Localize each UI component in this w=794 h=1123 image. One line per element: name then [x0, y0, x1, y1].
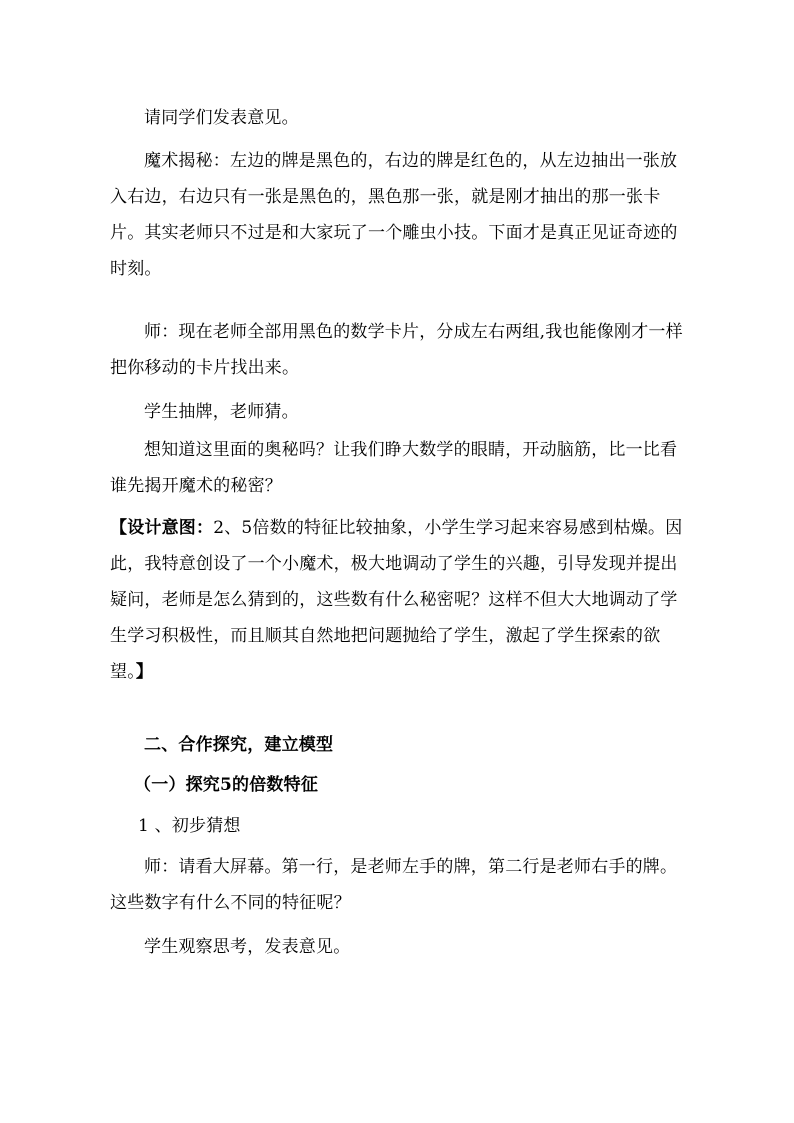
- paragraph-student-draws: 学生抽牌，老师猜。: [144, 402, 299, 422]
- paragraph-magic-reveal: 魔术揭秘：左边的牌是黑色的，右边的牌是红色的，从左边抽出一张放入右边，右边只有一张是黑色的，黑色那一张，就是刚才抽出的那一张卡片。其实老师只不过是和大家玩了一个雕虫小技。下面才是真正见证奇迹的时刻。: [110, 151, 678, 279]
- design-intent-body: 2、5倍数的特征比较抽象，小学生学习起来容易感到枯燥。因此，我特意创设了一个小魔术，极大地调动了学生的兴趣，引导发现并提出疑问，老师是怎么猜到的，这些数有什么秘密呢？这样不但大大地调动了学生学习积极性，而且顺其自然地把问题抛给了学生，激起了学生探索的欲望。: [110, 518, 683, 682]
- paragraph-teacher-black-cards: 师：现在老师全部用黑色的数学卡片，分成左右两组,我也能像刚才一样把你移动的卡片找出来。: [110, 322, 683, 378]
- design-intent-end: 】: [135, 662, 154, 682]
- paragraph-big-screen: 师：请看大屏幕。第一行，是老师左手的牌，第二行是老师右手的牌。这些数字有什么不同的特征呢？: [110, 857, 678, 913]
- subsection-heading-multiples-of-5: （一）探究5的倍数特征: [134, 775, 319, 795]
- paragraph-students-observe: 学生观察思考，发表意见。: [144, 937, 351, 957]
- paragraph-prompt-opinions: 请同学们发表意见。: [144, 108, 299, 128]
- paragraph-design-intent: [110, 510, 690, 690]
- design-intent-label: 【设计意图：: [110, 518, 214, 538]
- item-initial-guess: 1 、初步猜想: [138, 816, 241, 836]
- section-heading-cooperative-inquiry: 二、合作探究，建立模型: [144, 735, 334, 755]
- paragraph-want-to-know: 想知道这里面的奥秘吗？让我们睁大数学的眼睛，开动脑筋，比一比看谁先揭开魔术的秘密？: [110, 440, 678, 496]
